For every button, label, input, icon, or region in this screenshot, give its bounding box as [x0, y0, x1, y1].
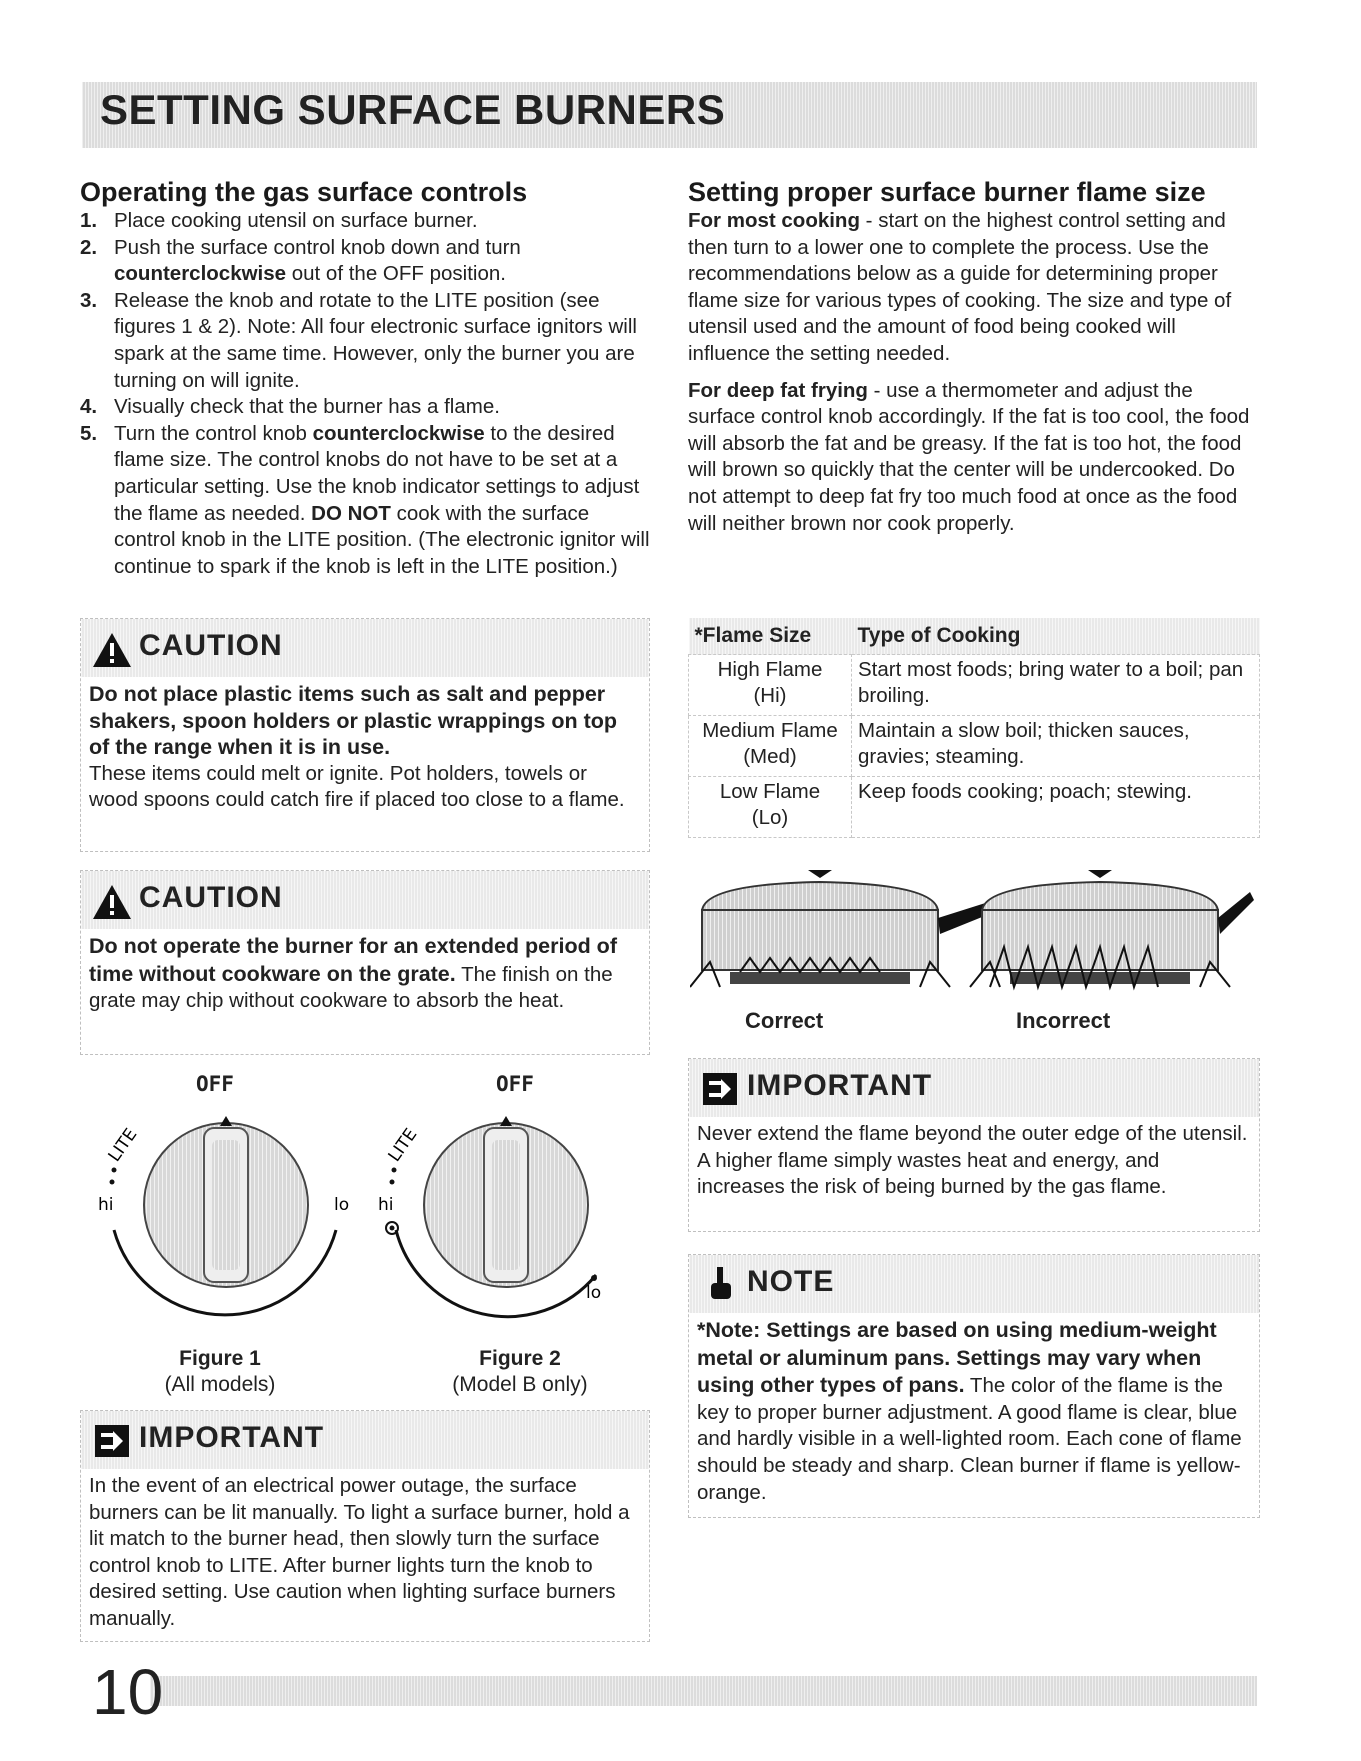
- note-label: NOTE: [747, 1265, 835, 1298]
- figure1-lo-label: lo: [334, 1195, 350, 1215]
- table-row: Medium Flame (Med) Maintain a slow boil; thicken sauces, gravies; steaming.: [689, 716, 1260, 777]
- page-title: SETTING SURFACE BURNERS: [100, 86, 726, 133]
- figure2-lite-label: LITE: [384, 1124, 422, 1166]
- important-box-power-outage: [80, 1410, 650, 1642]
- figure2-title: Figure 2: [479, 1347, 561, 1370]
- caution-text: The finish on the grate may chip without cookware to absorb the heat.: [89, 962, 613, 1013]
- important-text: Never extend the flame beyond the outer edge of the utensil. A higher flame simply wastes heat and energy, and increases the risk of being burned by the gas flame.: [697, 1122, 1248, 1199]
- step-1: 1. Place cooking utensil on surface burner.: [80, 209, 478, 232]
- important-header: [689, 1059, 1259, 1117]
- flame-size-table-wrap: [688, 618, 1260, 838]
- correct-pan-image: [690, 870, 1024, 987]
- figure1-off-label: OFF: [196, 1072, 234, 1096]
- arrow-right-icon: [95, 1425, 129, 1457]
- right-heading: Setting proper surface burner flame size: [688, 177, 1206, 207]
- right-column: [688, 176, 1260, 537]
- pan-illustrations: [690, 862, 1260, 1012]
- step-3: 3. Release the knob and rotate to the LITE position (see figures 1 & 2). Note: All four electronic surface ignitors will spark at the same time. However, only the burner you are turning on will ignite.: [80, 288, 637, 392]
- incorrect-label: Incorrect: [1016, 1008, 1111, 1033]
- caution-box-grate: [80, 870, 650, 1055]
- note-text: The color of the flame is the key to proper burner adjustment. A good flame is clear, blue and hardly visible in a well-lighted room. Each cone of flame should be steady and sharp. Clean burner if flame is yellow-orange.: [697, 1374, 1242, 1504]
- caution-strong-text: Do not place plastic items such as salt and pepper shakers, spoon holders or plastic wrappings on top of the range when it is in use.: [89, 682, 618, 760]
- flame-size-table: [688, 618, 1260, 838]
- important-label: IMPORTANT: [747, 1069, 933, 1102]
- left-column: [80, 176, 650, 580]
- left-heading: Operating the gas surface controls: [80, 177, 528, 207]
- step-2: 2. Push the surface control knob down and turn counterclockwise out of the OFF position.: [80, 235, 521, 286]
- figure1-title: Figure 1: [179, 1347, 261, 1370]
- knob-figures: [86, 1100, 656, 1330]
- figure1-hi-label: hi: [98, 1195, 114, 1215]
- warning-triangle-icon: [91, 631, 133, 669]
- table-row: High Flame (Hi) Start most foods; bring water to a boil; pan broiling.: [689, 655, 1260, 716]
- note-box: [688, 1254, 1260, 1518]
- knob-figure-2: [386, 1116, 597, 1317]
- pointing-hand-icon: [707, 1265, 735, 1305]
- figure2-lo-label: lo: [586, 1283, 602, 1303]
- figure1-caption: [120, 1346, 320, 1398]
- figure2-subtitle: (Model B only): [452, 1373, 588, 1396]
- deep-fat-frying-paragraph: For deep fat frying - use a thermometer and adjust the surface control knob accordingly. If the fat is too cool, the food will absorb the fat and be greasy. If the fat is too hot, the food will brown so quickly that the center will be undercooked. Do not attempt to deep fat fry too much food at once as the food will neither brown nor cook properly.: [688, 378, 1250, 535]
- incorrect-pan-image: [970, 870, 1254, 987]
- caution-label: CAUTION: [139, 629, 283, 662]
- step-4: 4. Visually check that the burner has a flame.: [80, 395, 500, 419]
- note-strong-text: *Note: Settings are based on using medium-weight metal or aluminum pans. Settings may vary when using other types of pans.: [697, 1318, 1217, 1398]
- figure1-lite-label: LITE: [104, 1124, 142, 1166]
- important-label: IMPORTANT: [139, 1421, 325, 1454]
- col-type-of-cooking: Type of Cooking: [857, 624, 1021, 647]
- table-row: Low Flame (Lo) Keep foods cooking; poach; stewing.: [689, 777, 1260, 838]
- important-text: In the event of an electrical power outage, the surface burners can be lit manually. To light a surface burner, hold a lit match to the burner head, then slowly turn the surface control knob to LITE. After burner lights turn the knob to desired setting. Use caution when lighting surface burners manually.: [89, 1474, 630, 1630]
- most-cooking-paragraph: For most cooking - start on the highest control setting and then turn to a lower one to complete the process. Use the recommendations below as a guide for determining proper flame size for various types of cooking. The size and type of utensil used and the amount of food being cooked will influence the setting needed.: [688, 209, 1232, 365]
- important-box-flame-edge: [688, 1058, 1260, 1232]
- arrow-right-icon: [703, 1073, 737, 1105]
- caution-label: CAUTION: [139, 881, 283, 914]
- warning-triangle-icon: [91, 883, 133, 921]
- caution-text: These items could melt or ignite. Pot holders, towels or wood spoons could catch fire if placed too close to a flame.: [89, 761, 625, 812]
- caution-box-plastic: [80, 618, 650, 852]
- col-flame-size: *Flame Size: [694, 624, 812, 647]
- figure2-caption: [410, 1346, 630, 1398]
- important-header: [81, 1411, 649, 1469]
- figure2-off-label: OFF: [496, 1072, 534, 1096]
- step-5: 5. Turn the control knob counterclockwise to the desired flame size. The control knobs do not have to be set at a particular setting. Use the knob indicator settings to adjust the flame as needed. DO NOT cook with the surface control knob in the LITE position. (The electronic ignitor will continue to spark if the knob is left in the LITE position.): [80, 421, 650, 578]
- knob-figure-1: [110, 1116, 337, 1315]
- steps-list: [80, 208, 650, 580]
- footer-band: [150, 1676, 1257, 1706]
- note-header: [689, 1255, 1259, 1313]
- figure2-hi-label: hi: [378, 1195, 394, 1215]
- caution-strong-text: Do not operate the burner for an extended period of time without cookware on the grate.: [89, 934, 617, 986]
- caution-header: [81, 871, 649, 929]
- correct-label: Correct: [745, 1008, 824, 1033]
- caution-header: [81, 619, 649, 677]
- page-number: 10: [92, 1656, 164, 1728]
- figure1-subtitle: (All models): [164, 1373, 276, 1396]
